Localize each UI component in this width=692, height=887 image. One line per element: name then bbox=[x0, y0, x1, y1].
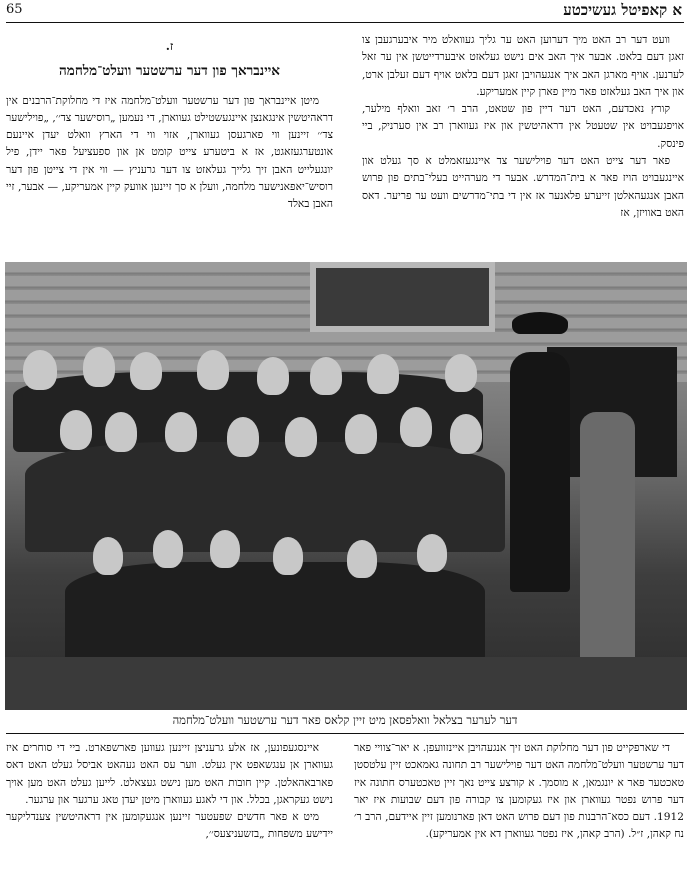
top-right-column bbox=[362, 32, 684, 262]
child-face bbox=[400, 407, 432, 447]
child-face bbox=[347, 540, 377, 578]
photo-blanket bbox=[5, 657, 687, 710]
paragraph: איינסגעפונען, אז אלע גרעניצן זיינען געווען פארשפארט. ביי די סוחרים איז געווארן אן ענגשאפט אין געלט. ווער עס האט געהאט אביסל געלט האט דאס פארבאהאלטן. קיין חובות האט מען נישט געצאלט. לייען געלט האט מען אויך נישט געקראגן, בכלל. און די לאגע געווארן מיטן יעדן טאג ערגער און ערגער. bbox=[6, 742, 333, 806]
child-face bbox=[273, 537, 303, 575]
standing-boy-figure bbox=[580, 412, 635, 662]
child-face bbox=[60, 410, 92, 450]
paragraph: די שארפקייט פון דער מחלוקת האט זיך אנגעהויבן איינזוועפן. א יאר־צוויי פאר דער ערשטער וועלט־מלחמה האט דער פוילישער רב תחונה גאמאכט זיין עלטסטן טאכטער פאר א יונגמאן, א מוסמך. א קורצע צייט נאך זיין טאכטערס חתונה איז דער פרוש נפטר געווארן און איז געקומען צו קבורה פון דעם שבועות איז יאר 1912. דעם כסא־הרבנות פון דעם פרוש האט דאן פארנומען זיין איידעם, הרב ר׳ נח קאהן, ז״ל. (הרב קאהן, איז נפטר געווארן דא אין אמעריקע). bbox=[354, 742, 684, 841]
child-face bbox=[310, 357, 342, 395]
photo-caption: דער לערער בצלאל וואלפסאן מיט זיין קלאס פאר דער ערשטער וועלט־מלחמה bbox=[6, 713, 684, 734]
chapter-number: ז. bbox=[165, 39, 174, 53]
child-face bbox=[367, 354, 399, 394]
child-face bbox=[345, 414, 377, 454]
paragraph: פאר דער צייט האט דער פוילישער צד איינגעזאמלט א סך געלט און איינגעבויט הויז פאר א בית־המדרש. אבער די מערהייט בעלי־בתים פון פרוש האבן אנגעהאלטן זייערע פלאנער אז אין די בתי־מדרשים וועט ער פריער. דאס האט באוויזן, אז bbox=[362, 155, 684, 219]
child-face bbox=[105, 412, 137, 452]
page-header bbox=[6, 0, 684, 23]
child-face bbox=[83, 347, 115, 387]
front-row-figures bbox=[65, 562, 485, 662]
child-face bbox=[93, 537, 123, 575]
top-left-column bbox=[6, 32, 333, 262]
child-face bbox=[445, 354, 477, 392]
child-face bbox=[23, 350, 57, 390]
child-face bbox=[257, 357, 289, 395]
paragraph: קורץ נאכדעם, האט דער דיין פון שטאט, הרב ר׳ זאב וואלף מילער, אויפגעבויט אין שטעטל אין דראהיטשין און איז געווארן רב אין סערניק, ביי פינסק. bbox=[362, 103, 684, 150]
chapter-title: איינבראך פון דער ערשטער וועלט־מלחמה bbox=[59, 63, 280, 80]
photo-window bbox=[310, 262, 495, 332]
child-face bbox=[285, 417, 317, 457]
child-face bbox=[130, 352, 162, 390]
teacher-figure bbox=[510, 352, 570, 592]
bottom-left-column bbox=[6, 740, 333, 885]
child-face bbox=[153, 530, 183, 568]
child-face bbox=[417, 534, 447, 572]
child-face bbox=[210, 530, 240, 568]
running-title: א קאפיטל געשיכטע bbox=[563, 1, 682, 19]
child-face bbox=[227, 417, 259, 457]
child-face bbox=[165, 412, 197, 452]
teacher-hat bbox=[512, 312, 568, 334]
class-photograph bbox=[5, 262, 687, 710]
paragraph: מיט א פאר חדשים שפעטער זיינען אנגעקומען אין דראהיטשין צענדליקער יידישע משפחות „בזשעניצעס׳׳, bbox=[6, 811, 333, 841]
paragraph: וועט דער רב האט מיך דערוען האט ער גליך געוואלט מיר איבערגעבן צו זאגן דעם בלאט. אבער איך האב אים נישט געלאזט איבערדייטשן אין ער זאל לערנען. אויף מארגן האב איך אנגעהויבן זאגן דעם בלאט אויף דעם זעלבן ארט, און איך האב געלאזט פאר מיין פארן קיין אמעריקע. bbox=[362, 34, 684, 98]
page-number: 65 bbox=[6, 2, 23, 17]
bottom-right-column bbox=[354, 740, 684, 885]
child-face bbox=[197, 350, 229, 390]
child-face bbox=[450, 414, 482, 454]
paragraph: מיטן איינבראך פון דער ערשטער וועלט־מלחמה איז די מחלוקת־הרבנים אין דראהיטשין אינגאנצן איינגעשטילט געווארן, די נעמען „רוסישער צד׳׳, „פוילישער צד׳׳ זיינען ווי פארגעסן געווארן, אזוי ווי די הארץ וואלט יעדן איינעם אונטערגעזאגט, אז א ביטערע צייט קומט אן און ספעציעל פאר יידן, פיל יונגעלייט האבן זיך גלייך געלאזט צו דער גרעניץ — ווי אין די צייטן פון דער רוסיש־יאפאנישער מלחמה, וועלן א סך זיינען אוועק קיין אמעריקע, — אבער, זיי האבן באלד bbox=[6, 94, 333, 211]
